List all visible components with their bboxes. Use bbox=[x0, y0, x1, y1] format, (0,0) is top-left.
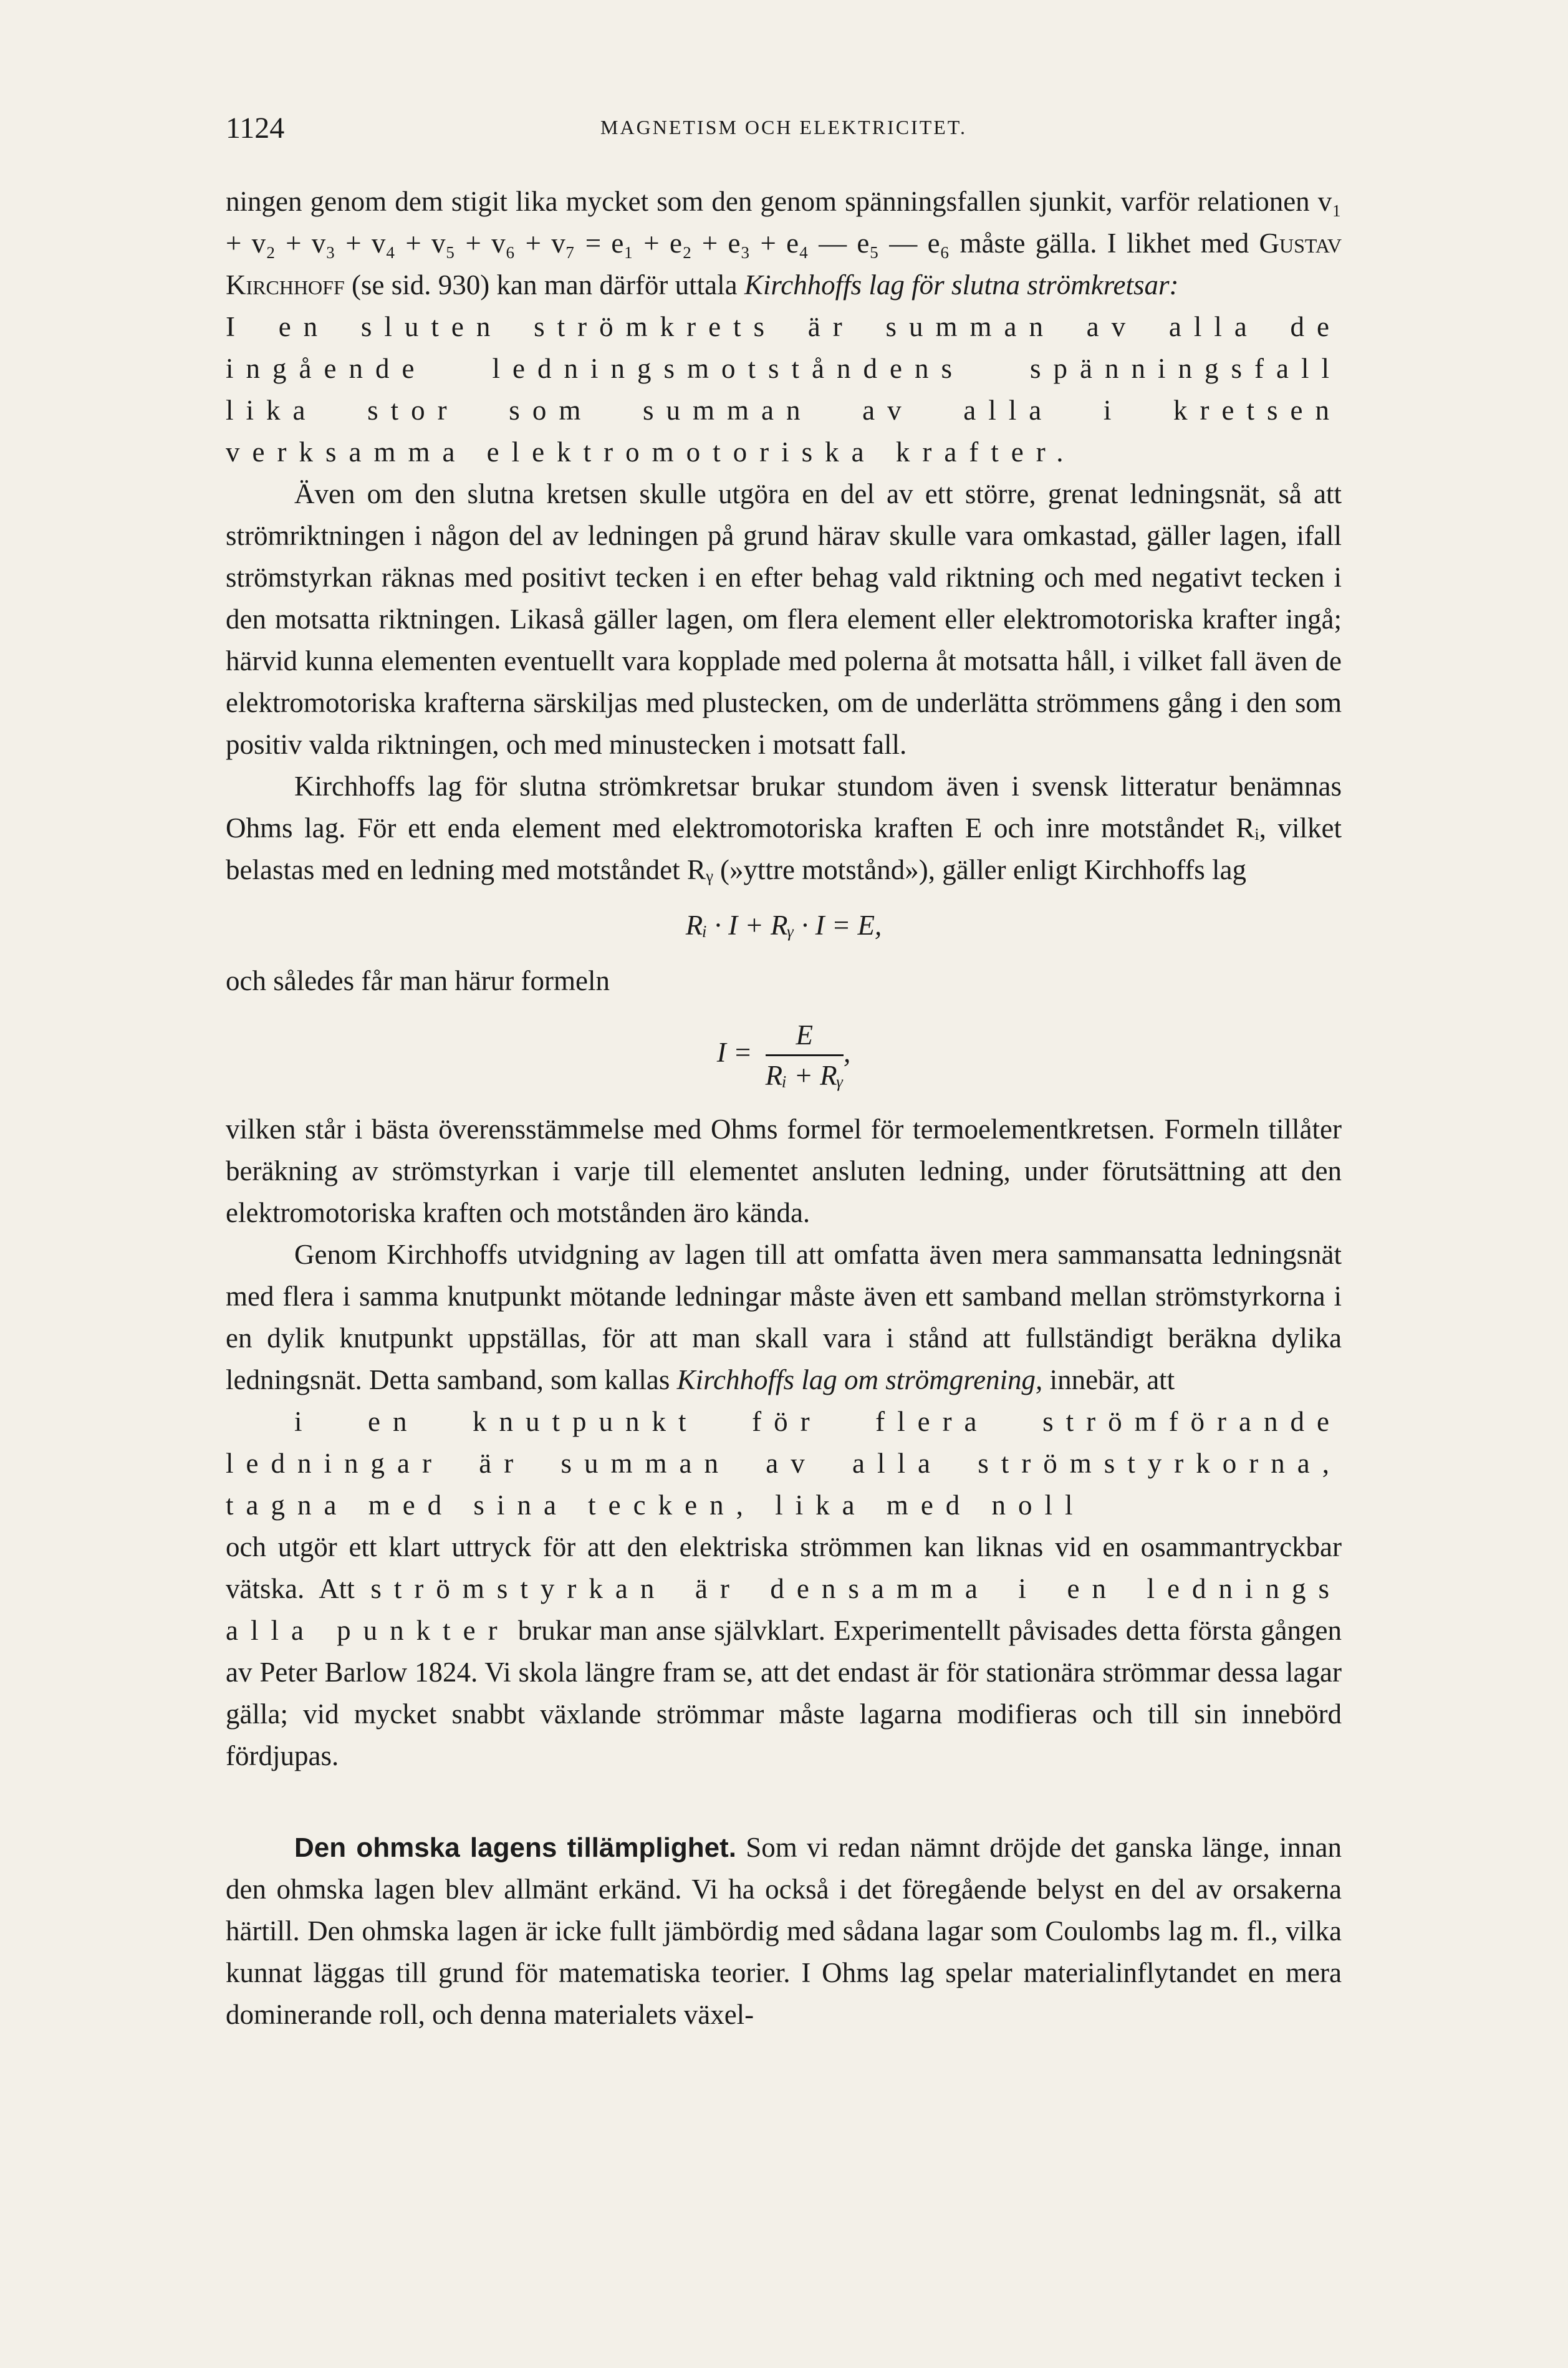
law-name-italic: Kirchhoffs lag om strömgrening, bbox=[676, 1364, 1043, 1395]
section-heading: Den ohmska lagens tillämplighet. bbox=[294, 1832, 736, 1863]
running-title: MAGNETISM OCH ELEKTRICITET. bbox=[600, 116, 967, 138]
equation-1: Rᵢ · I + Rᵧ · I = E, bbox=[685, 910, 882, 941]
paragraph-8: Den ohmska lagens tillämplighet. Som vi redan nämnt dröjde det ganska länge, innan den ohmska lagen blev allmänt erkänd. Vi ha också i det föregående belyst en del av orsakerna härtill. Den ohmska lagen är icke fullt jämbördig med sådana lagar som Coulombs lag m. fl., vilka kunnat läggas till grund för matematiska teorier. I Ohms lag spelar materialinflytandet en mera dominerande roll, och denna materialets växel- bbox=[226, 1832, 1342, 2030]
page-body bbox=[226, 181, 1342, 2036]
equation-2 bbox=[226, 1016, 1342, 1095]
paragraph-7: och utgör ett klart uttryck för att den elektriska strömmen kan liknas vid en osammantryckbar vätska. Att strömstyrkan är densamma i en lednings alla punkter brukar man anse självklart. Experimentellt påvisades detta första gången av Peter Barlow 1824. Vi skola längre fram se, att det endast är för stationära strömmar dessa lagar gälla; vid mycket snabbt växlande strömmar måste lagarna modifieras och till sin innebörd fördjupas. bbox=[226, 1531, 1342, 1771]
paragraph-3: Kirchhoffs lag för slutna strömkretsar brukar stundom även i svensk litteratur benämnas Ohms lag. För ett enda element med elektromotoriska kraften E och inre motståndet Rᵢ, vilket belastas med en ledning med motståndet Rᵧ (»yttre motstånd»), gäller enligt Kirchhoffs lag bbox=[226, 771, 1342, 885]
fraction-numerator: E bbox=[766, 1016, 844, 1056]
section-gap bbox=[226, 1777, 1342, 1827]
page-header bbox=[226, 111, 1342, 155]
law-title-italic: Kirchhoffs lag för slutna strömkretsar: bbox=[744, 269, 1179, 301]
kirchhoff-voltage-law: I en sluten strömkrets är summan av alla de ingående ledningsmotståndens spänningsfall lika stor som summan av alla i kretsen verksamma elektromotoriska krafter. bbox=[226, 311, 1342, 468]
page-number: 1124 bbox=[226, 112, 285, 145]
kirchhoff-current-law: i en knutpunkt för flera strömförande ledningar är summan av alla strömstyrkorna, tagna med sina tecken, lika med noll bbox=[226, 1406, 1342, 1521]
paragraph-6: Genom Kirchhoffs utvidgning av lagen till att omfatta även mera sammansatta ledningsnät med flera i samma knutpunkt mötande ledningar måste även ett samband mellan strömstyrkorna i en dylik knutpunkt uppställas, för att man skall vara i stånd att fullständigt beräkna dylika ledningsnät. Detta samband, som kallas Kirchhoffs lag om strömgrening, innebär, att bbox=[226, 1239, 1342, 1395]
fraction bbox=[766, 1016, 844, 1095]
paragraph-2: Även om den slutna kretsen skulle utgöra en del av ett större, grenat ledningsnät, så att strömriktningen i någon del av ledningen på grund härav skulle vara omkastad, gäller lagen, ifall strömstyrkan räknas med positivt tecken i en efter behag vald riktning och med negativt tecken i den motsatta riktningen. Likaså gäller lagen, om flera element eller elektromotoriska krafter ingå; härvid kunna elementen eventuellt vara kopplade med polerna åt motsatta håll, i vilket fall även de elektromotoriska krafterna särskiljas med plustecken, om de underlätta strömmens gång i den som positiv valda riktningen, och med minustecken i motsatt fall. bbox=[226, 478, 1342, 760]
fraction-denominator: Rᵢ + Rᵧ bbox=[765, 1060, 844, 1091]
equation-comma: , bbox=[843, 1036, 851, 1068]
spaced-phrase: strömstyrkan är densamma i en lednings alla punkter bbox=[226, 1573, 1342, 1646]
author-name: Gustav Kirchhoff bbox=[226, 228, 1342, 301]
paragraph-1: ningen genom dem stigit lika mycket som den genom spänningsfallen sjunkit, varför relationen v₁ + v₂ + v₃ + v₄ + v₅ + v₆ + v₇ = e₁ + e₂ + e₃ + e₄ — e₅ — e₆ måste gälla. I likhet med Gustav Kirchhoff (se sid. 930) kan man därför uttala Kirchhoffs lag för slutna strömkretsar: bbox=[226, 186, 1342, 301]
paragraph-4: och således får man härur formeln bbox=[226, 965, 610, 996]
equation-lhs: I = bbox=[716, 1036, 753, 1068]
paragraph-5: vilken står i bästa överensstämmelse med Ohms formel för termoelementkretsen. Formeln tillåter beräkning av strömstyrkan i varje till elementet ansluten ledning, under förutsättning att den elektromotoriska kraften och motstånden äro kända. bbox=[226, 1114, 1342, 1228]
